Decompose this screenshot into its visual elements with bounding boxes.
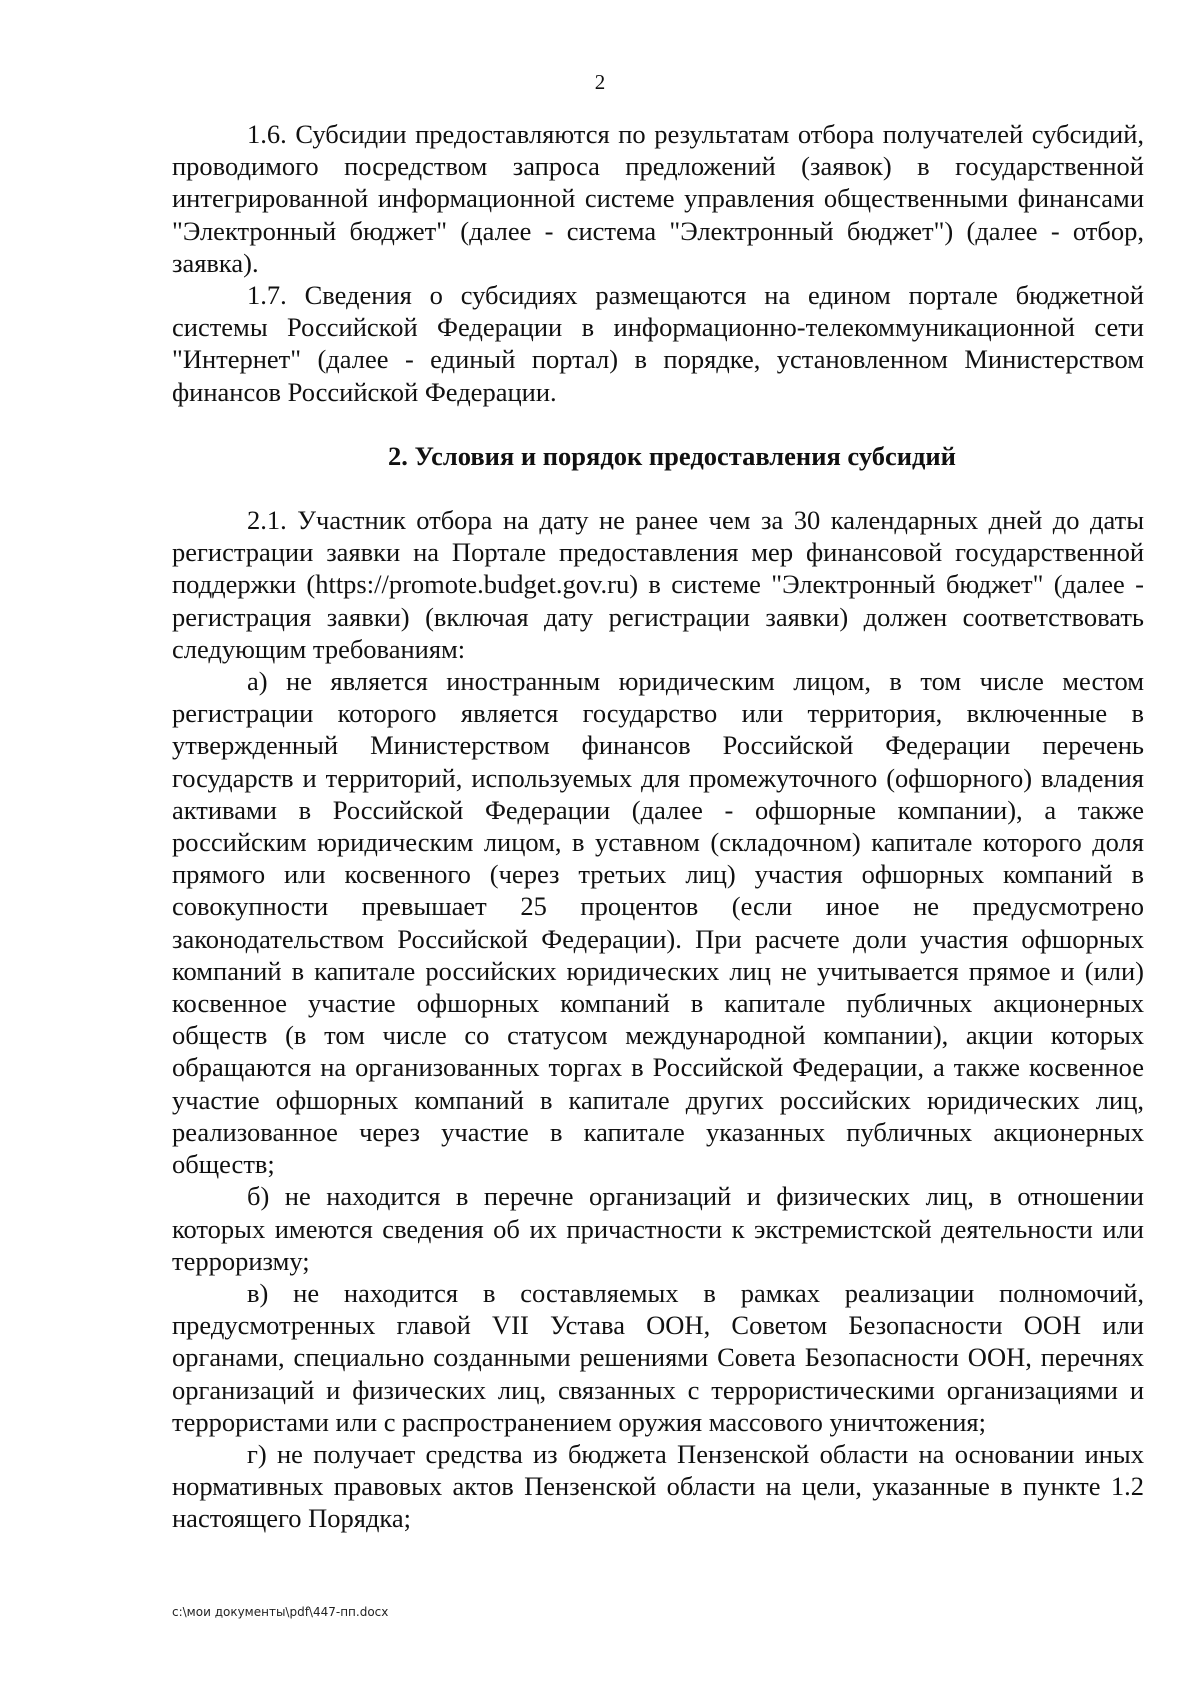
subparagraph-g: г) не получает средства из бюджета Пензенской области на основании иных нормативных правовых актов Пензенской области на цели, указанные в пункте 1.2 настоящего Порядка;: [172, 1438, 1144, 1534]
subparagraph-v: в) не находится в составляемых в рамках реализации полномочий, предусмотренных главой VII Устава ООН, Советом Безопасности ООН или органами, специально созданными решениями Совета Безопасности ООН, перечнях организаций и физических лиц, связанных с террористическими организациями и террористами или с распространением оружия массового уничтожения;: [172, 1277, 1144, 1437]
paragraph-2-1: 2.1. Участник отбора на дату не ранее чем за 30 календарных дней до даты регистрации заявки на Портале предоставления мер финансовой государственной поддержки (https://promote.budget.gov.ru) в системе "Электронный бюджет" (далее - регистрация заявки) (включая дату регистрации заявки) должен соответствовать следующим требованиям:: [172, 505, 1144, 664]
paragraph-1-7: 1.7. Сведения о субсидиях размещаются на едином портале бюджетной системы Российской Федерации в информационно-телекоммуникационной сети "Интернет" (далее - единый портал) в порядке, установленном Министерством финансов Российской Федерации.: [172, 280, 1144, 407]
document-body: [172, 118, 1144, 1535]
subparagraph-a: а) не является иностранным юридическим лицом, в том числе местом регистрации которого является государство или территория, включенные в утвержденный Министерством финансов Российской Федерации перечень государств и территорий, используемых для промежуточного (офшорного) владения активами в Российской Федерации (далее - офшорные компании), а также российским юридическим лицом, в уставном (складочном) капитале которого доля прямого или косвенного (через третьих лиц) участия офшорных компаний в совокупности превышает 25 процентов (если иное не предусмотрено законодательством Российской Федерации). При расчете доли участия офшорных компаний в капитале российских юридических лиц не учитывается прямое и (или) косвенное участие офшорных компаний в капитале публичных акционерных обществ (в том числе со статусом международной компании), акции которых обращаются на организованных торгах в Российской Федерации, а также косвенное участие офшорных компаний в капитале других российских юридических лиц, реализованное через участие в капитале указанных публичных акционерных обществ;: [172, 666, 1144, 1180]
footer-file-path: c:\мои документы\pdf\447-пп.docx: [172, 1605, 389, 1619]
subparagraph-b: б) не находится в перечне организаций и физических лиц, в отношении которых имеются сведения об их причастности к экстремистской деятельности или терроризму;: [172, 1181, 1144, 1276]
section-heading: 2. Условия и порядок предоставления субсидий: [388, 440, 956, 471]
page-number: 2: [594, 70, 606, 94]
paragraph-1-6: 1.6. Субсидии предоставляются по результатам отбора получателей субсидий, проводимого посредством запроса предложений (заявок) в государственной интегрированной информационной системе управления общественными финансами "Электронный бюджет" (далее - система "Электронный бюджет") (далее - отбор, заявка).: [172, 119, 1144, 278]
